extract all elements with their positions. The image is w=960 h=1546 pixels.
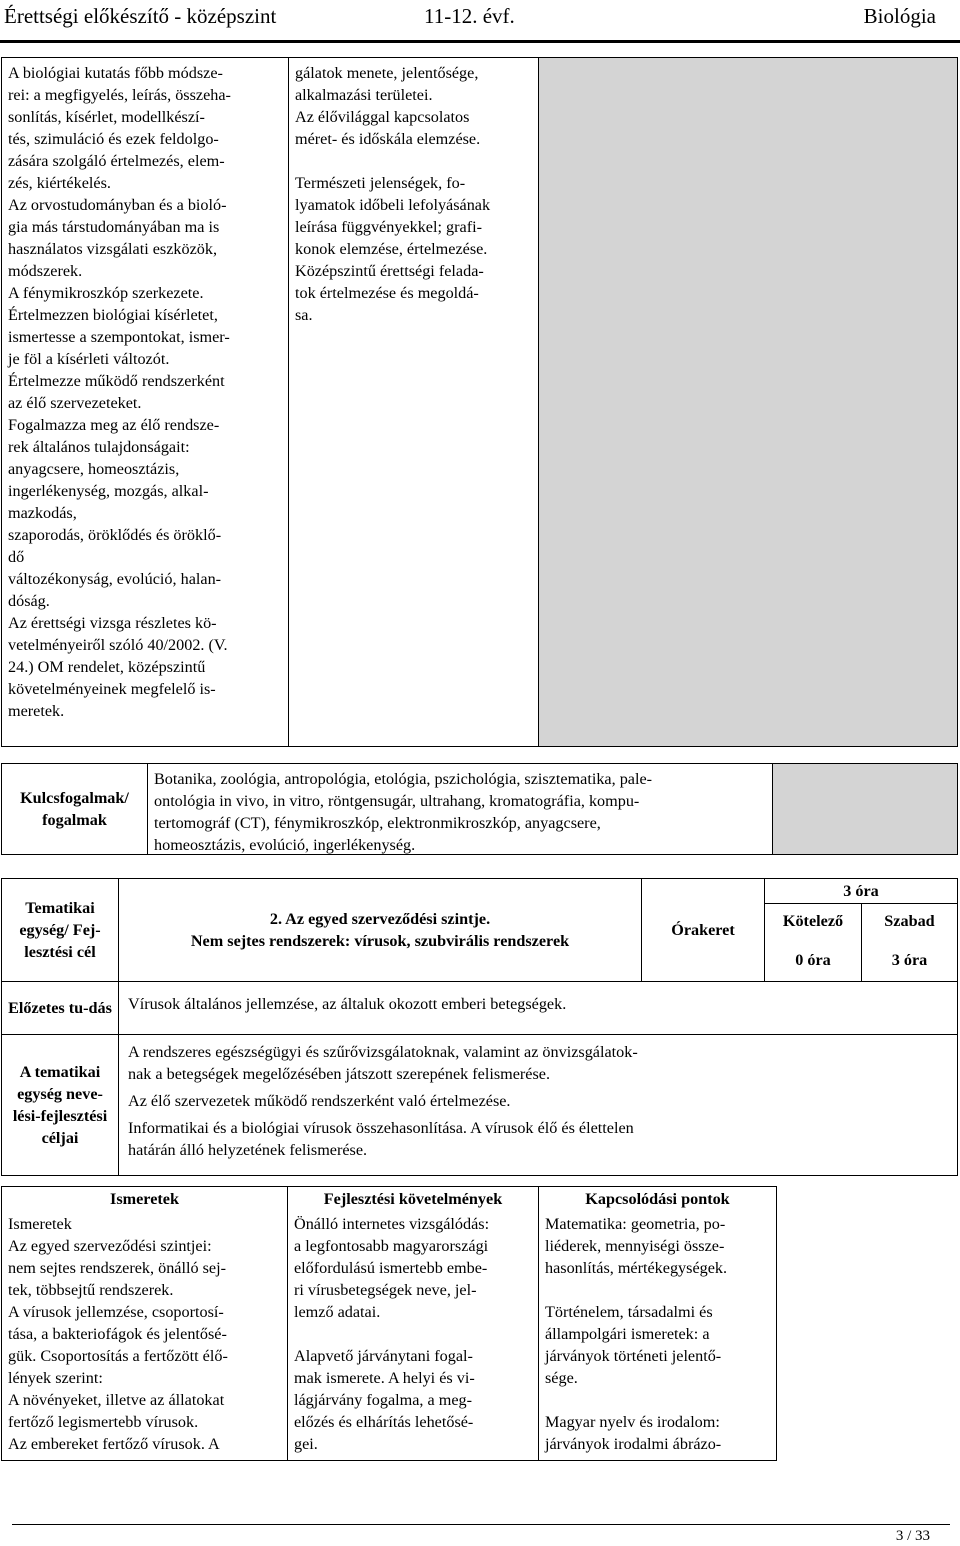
text-line: Alapvető járványtani fogal- <box>294 1347 473 1365</box>
text-line: sa. <box>295 306 313 324</box>
text-line: használatos vizsgálati eszközök, <box>8 240 218 258</box>
text-line: gei. <box>294 1435 318 1453</box>
text-line: Értelmezze működő rendszerként <box>8 372 225 390</box>
text-line: Matematika: geometria, po- <box>545 1215 726 1233</box>
kotelezo-label: Kötelező <box>782 912 844 930</box>
text-line: dő <box>8 548 25 566</box>
text-line: ri vírusbetegségek neve, jel- <box>294 1281 477 1299</box>
text-line: A vírusok jellemzése, csoportosí- <box>8 1303 224 1321</box>
ora-total: 3 óra <box>843 882 879 900</box>
text-line: Informatikai és a biológiai vírusok összehasonlítása. A vírusok élő és élettelen <box>128 1119 634 1137</box>
text-line: tása, a bakteriofágok és jelentősé- <box>8 1325 227 1343</box>
footer-rule <box>12 1524 950 1525</box>
text-line: rei: a megfigyelés, leírás, összeha- <box>8 86 231 104</box>
szabad-cell <box>861 903 958 982</box>
bottom-header-kapcsolodasi <box>538 1186 777 1212</box>
text-line: tertomográf (CT), fénymikroszkóp, elektronmikroszkóp, anyagcsere, <box>154 814 601 832</box>
celok-paragraph-3 <box>128 1117 948 1161</box>
text-line: gálatok menete, jelentősége, <box>295 64 479 82</box>
tematikai-egyseg-label <box>1 878 119 982</box>
text-line: dóság. <box>8 592 50 610</box>
bottom-col1-text <box>8 1213 281 1455</box>
text-line: Ismeretek <box>8 1215 72 1233</box>
text-line: módszerek. <box>8 262 83 280</box>
celok-paragraph-2: Az élő szervezetek működő rendszerként való értelmezése. <box>128 1092 511 1110</box>
text-line: Történelem, társadalmi és <box>545 1303 713 1321</box>
header-rule <box>0 40 960 43</box>
kulcsfogalmak-label <box>1 763 148 855</box>
text-line: tok értelmezése és megoldá- <box>295 284 479 302</box>
text-line: Önálló internetes vizsgálódás: <box>294 1215 490 1233</box>
text-line: Az élővilággal kapcsolatos <box>295 108 470 126</box>
text-line: fertőző legismertebb vírusok. <box>8 1413 199 1431</box>
top-col2-text-a <box>295 62 532 150</box>
text-line: gük. Csoportosítás a fertőzött élő- <box>8 1347 228 1365</box>
text-line: zés, kiértékelés. <box>8 174 111 192</box>
text-line: nak a betegségek megelőzésében játszott szerepének felismerése. <box>128 1065 551 1083</box>
elozetes-tudas-text: Vírusok általános jellemzése, az általuk okozott emberi betegségek. <box>128 995 567 1013</box>
text-line: konok elemzése, értelmezése. <box>295 240 488 258</box>
text-line: nem sejtes rendszerek, önálló sej- <box>8 1259 227 1277</box>
text-line: tés, szimuláció és ezek feldolgo- <box>8 130 219 148</box>
bottom-col3-cell <box>538 1211 777 1461</box>
header-left: Érettségi előkészítő - középszint <box>4 4 277 28</box>
text-line: leírása függvényekkel; grafi- <box>295 218 482 236</box>
szabad-value: 3 óra <box>891 951 928 969</box>
text-line: A növényeket, illetve az állatokat <box>8 1391 225 1409</box>
text-line: sége. <box>545 1369 578 1387</box>
text-line: Értelmezzen biológiai kísérletet, <box>8 306 218 324</box>
text-line: ismertesse a szempontokat, ismer- <box>8 328 230 346</box>
top-col2-cell <box>288 57 539 747</box>
unit-title-line2: Nem sejtes rendszerek: vírusok, szubvirális rendszerek <box>190 932 570 950</box>
kulcsfogalmak-label-text: Kulcsfogalmak/ fogalmak <box>20 789 129 829</box>
text-line: változékonyság, evolúció, halan- <box>8 570 222 588</box>
text-line: je föl a kísérleti változót. <box>8 350 170 368</box>
text-line: anyagcsere, homeosztázis, <box>8 460 180 478</box>
celok-label-text: A tematikai egység neve-lési-fejlesztési céljai <box>12 1063 108 1147</box>
text-line: határán álló helyzetének felismerése. <box>128 1141 368 1159</box>
elozetes-tudas-cell <box>118 981 958 1035</box>
text-line: Természeti jelenségek, fo- <box>295 174 466 192</box>
text-line: Az egyed szerveződési szintjei: <box>8 1237 212 1255</box>
text-line: mak ismerete. A helyi és vi- <box>294 1369 475 1387</box>
text-line: előzés és elhárítás lehetősé- <box>294 1413 474 1431</box>
bottom-col2-cell <box>287 1211 539 1461</box>
text-line: alkalmazási területei. <box>295 86 433 104</box>
text-line: Botanika, zoológia, antropológia, etológia, pszichológia, szisztematika, pale- <box>154 770 653 788</box>
celok-paragraph-1 <box>128 1041 948 1085</box>
celok-cell <box>118 1034 958 1176</box>
bottom-header-fejlesztesi <box>287 1186 539 1212</box>
text-line: méret- és időskála elemzése. <box>295 130 481 148</box>
text-line: Az érettségi vizsga részletes kö- <box>8 614 217 632</box>
unit-title-line1: 2. Az egyed szerveződési szintje. <box>269 910 491 928</box>
orakeret-cell <box>641 878 765 982</box>
header-center: 11-12. évf. <box>424 4 515 28</box>
text-line: vetelményeiről szóló 40/2002. (V. <box>8 636 228 654</box>
text-line: meretek. <box>8 702 65 720</box>
bottom-col3-text-a <box>545 1213 770 1279</box>
text-line: járványok irodalmi ábrázo- <box>545 1435 722 1453</box>
text-line: ontológia in vivo, in vitro, röntgensugár, ultrahang, kromatográfia, kompu- <box>154 792 640 810</box>
text-line: követelményeinek megfelelő is- <box>8 680 216 698</box>
bottom-header-ismeretek <box>1 1186 288 1212</box>
text-line: sonlítás, kísérlet, modellkészí- <box>8 108 205 126</box>
kulcsfogalmak-shaded-cell <box>772 763 958 855</box>
text-line: az élő szervezeteket. <box>8 394 142 412</box>
page-header <box>0 0 960 40</box>
bottom-col3-text-b <box>545 1301 770 1389</box>
elozetes-tudas-label <box>1 981 119 1035</box>
text-line: Fogalmazza meg az élő rendsze- <box>8 416 220 434</box>
text-line: lemző adatai. <box>294 1303 381 1321</box>
text-line: lyamatok időbeli lefolyásának <box>295 196 491 214</box>
bottom-col1-cell <box>1 1211 288 1461</box>
text-line: hasonlítás, mértékegységek. <box>545 1259 728 1277</box>
text-line: zására szolgáló értelmezés, elem- <box>8 152 225 170</box>
text-line: lágjárvány fogalma, a meg- <box>294 1391 472 1409</box>
text-line: Az orvostudományban és a bioló- <box>8 196 227 214</box>
text-line: előfordulású ismertebb embe- <box>294 1259 488 1277</box>
top-col1-cell <box>1 57 289 747</box>
top-col1-text <box>8 62 282 722</box>
orakeret-label: Órakeret <box>671 921 735 939</box>
text-line: 24.) OM rendelet, középszintű <box>8 658 206 676</box>
text-line: mazkodás, <box>8 504 77 522</box>
header-right: Biológia <box>863 4 936 28</box>
bottom-col2-text-b <box>294 1345 532 1455</box>
ora-total-cell <box>764 878 958 904</box>
kulcsfogalmak-cell <box>147 763 773 855</box>
text-line: szaporodás, öröklődés és öröklő- <box>8 526 222 544</box>
celok-label <box>1 1034 119 1176</box>
kulcsfogalmak-text <box>154 768 766 856</box>
bottom-header-kapcsolodasi-text: Kapcsolódási pontok <box>585 1190 730 1208</box>
text-line: a legfontosabb magyarországi <box>294 1237 489 1255</box>
kotelezo-value: 0 óra <box>795 951 831 969</box>
text-line: Az embereket fertőző vírusok. A <box>8 1435 220 1453</box>
bottom-col2-text-a <box>294 1213 532 1323</box>
kotelezo-cell <box>764 903 862 982</box>
text-line: Középszintű érettségi felada- <box>295 262 484 280</box>
text-line: A biológiai kutatás főbb módsze- <box>8 64 223 82</box>
page-number: 3 / 33 <box>895 1528 930 1544</box>
text-line: liéderek, mennyiségi össze- <box>545 1237 725 1255</box>
text-line: tek, többsejtű rendszerek. <box>8 1281 174 1299</box>
text-line: lények szerint: <box>8 1369 103 1387</box>
text-line: homeosztázis, evolúció, ingerlékenység. <box>154 836 416 854</box>
text-line: Magyar nyelv és irodalom: <box>545 1413 720 1431</box>
elozetes-tudas-label-text: Előzetes tu-dás <box>8 999 112 1017</box>
top-col2-text-b <box>295 172 532 326</box>
top-col3-shaded-cell <box>538 57 958 747</box>
text-line: A fénymikroszkóp szerkezete. <box>8 284 204 302</box>
text-line: rek általános tulajdonságait: <box>8 438 190 456</box>
text-line: A rendszeres egészségügyi és szűrővizsgálatoknak, valamint az önvizsgálatok- <box>128 1043 638 1061</box>
text-line: ingerlékenység, mozgás, alkal- <box>8 482 209 500</box>
bottom-header-ismeretek-text: Ismeretek <box>110 1190 179 1208</box>
unit-title-cell <box>118 878 642 982</box>
text-line: járványok történeti jelentő- <box>545 1347 722 1365</box>
text-line: gia más társtudományában ma is <box>8 218 220 236</box>
tematikai-egyseg-label-text: Tematikai egység/ Fej-lesztési cél <box>19 899 101 961</box>
bottom-col3-text-c <box>545 1411 770 1455</box>
bottom-header-fejlesztesi-text: Fejlesztési követelmények <box>323 1190 503 1208</box>
szabad-label: Szabad <box>884 912 935 930</box>
text-line: állampolgári ismeretek: a <box>545 1325 710 1343</box>
